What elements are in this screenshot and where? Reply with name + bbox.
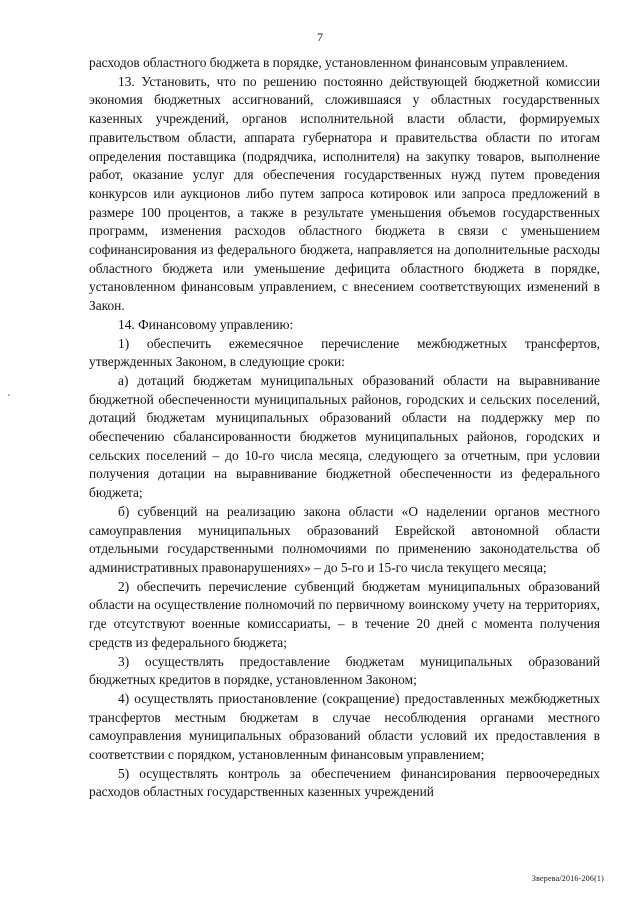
- paragraph: а) дотаций бюджетам муниципальных образований области на выравнивание бюджетной обеспеченности муниципальных районов, городских и сельских поселений, дотаций бюджетам муниципальных образований области на поддержку мер по обеспечению сбалансированности бюджетов муниципальных районов, городских и сельских поселений – до 10-го числа месяца, следующего за отчетным, при условии получения дотации на выравнивание бюджетной обеспеченности из федерального бюджета;: [89, 372, 600, 501]
- paragraph: 1) обеспечить ежемесячное перечисление межбюджетных трансфертов, утвержденных Законом, в следующие сроки:: [89, 335, 600, 370]
- paragraph: расходов областного бюджета в порядке, установленном финансовым управлением.: [89, 55, 569, 70]
- scan-artifact: [8, 394, 10, 396]
- paragraph: 5) осуществлять контроль за обеспечением финансирования первоочередных расходов областных государственных казенных учреждений: [89, 765, 600, 800]
- paragraph: 13. Установить, что по решению постоянно действующей бюджетной комиссии экономия бюджетных ассигнований, сложившаяся у областных государственных казенных учреждений, органов исполнительной власти области, формируемых правительством области, аппарата губернатора и правительства области по итогам определения поставщика (подрядчика, исполнителя) на закупку товаров, выполнение работ, оказание услуг для обеспечения государственных нужд путем проведения конкурсов или аукционов либо путем запроса котировок или запроса предложений в размере 100 процентов, а также в результате уменьшения объемов государственных программ, изменения расходов областного бюджета в связи с уменьшением софинансирования из федерального бюджета, направляется на дополнительные расходы областного бюджета или уменьшение дефицита областного бюджета в порядке, установленном финансовым управлением, с внесением соответствующих изменений в Закон.: [89, 73, 600, 314]
- document-body: [89, 54, 600, 802]
- paragraph: б) субвенций на реализацию закона области «О наделении органов местного самоуправления муниципальных образований Еврейской автономной области отдельными государственными полномочиями по применению законодательства об административных правонарушениях» – до 5-го и 15-го числа текущего месяца;: [89, 503, 600, 575]
- page-number: 7: [317, 30, 323, 44]
- paragraph: 14. Финансовому управлению:: [118, 316, 294, 332]
- footer-reference: Зверева/2016-206(1): [531, 874, 604, 883]
- paragraph: 3) осуществлять предоставление бюджетам муниципальных образований бюджетных кредитов в порядке, установленном Законом;: [89, 653, 600, 688]
- paragraph: 2) обеспечить перечисление субвенций бюджетам муниципальных образований области на осуществление полномочий по первичному воинскому учету на территориях, где отсутствуют военные комиссариаты, – в течение 20 дней с момента получения средств из федерального бюджета;: [89, 578, 600, 650]
- paragraph: 4) осуществлять приостановление (сокращение) предоставленных межбюджетных трансфертов местным бюджетам в случае несоблюдения органами местного самоуправления муниципальных образований области условий их предоставления в соответствии с порядком, установленным финансовым управлением;: [89, 690, 600, 763]
